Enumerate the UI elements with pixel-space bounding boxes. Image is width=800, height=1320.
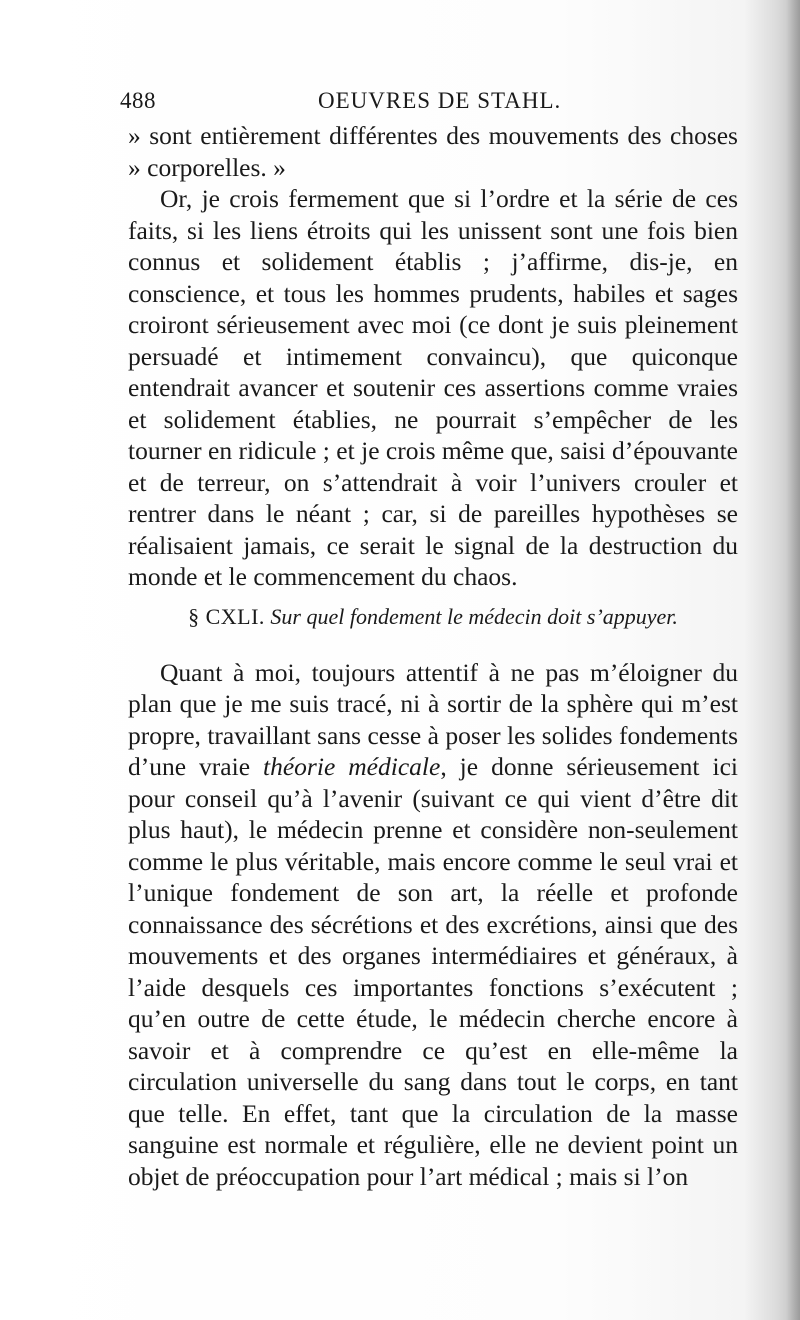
section-title: Sur quel fondement le médecin doit s’appuyer. [270, 603, 678, 629]
section-number: § CXLI. [188, 603, 265, 629]
paragraph-text: , je donne sérieusement ici pour conseil qu’à l’avenir (suivant ce qui vient d’être dit plus haut), le médecin prenne et considère non-seulement comme le plus véritable, mais encore comme le seul vrai et l’unique fondement de son art, la réelle et profonde connaissance des sécrétions et des excrétions, ainsi que des mouvements et des organes intermédiaires et généraux, à l’aide desquels ces importantes fonctions s’exécutent ; qu’en outre de cette étude, le médecin cherche encore à savoir et à comprendre ce qu’est en elle-même la circulation universelle du sang dans tout le corps, en tant que telle. En effet, tant que la circulation de la masse sanguine est normale et régulière, elle ne devient point un objet de préoccupation pour l’art médical ; mais si l’on [128, 752, 739, 1191]
emphasized-term: théorie médicale [263, 752, 441, 781]
running-title: OEUVRES DE STAHL. [318, 88, 562, 113]
body-paragraph [128, 657, 738, 1193]
page-edge-shadow [786, 0, 800, 1320]
running-header [120, 88, 738, 120]
body-paragraph: Or, je crois fermement que si l’ordre et la série de ces faits, si les liens étroits qui les unissent sont une fois bien connus et solidement établis ; j’affirme, dis-je, en conscience, et tous les hommes prudents, habiles et sages croiront sérieusement avec moi (ce dont je suis pleinement persuadé et intimement convaincu), que quiconque entendrait avancer et soutenir ces assertions comme vraies et solidement établies, ne pourrait s’empêcher de les tourner en ridicule ; et je crois même que, saisi d’épouvante et de terreur, on s’attendrait à voir l’univers crouler et rentrer dans le néant ; car, si de pareilles hypothèses se réalisaient jamais, ce serait le signal de la destruction du monde et le commencement du chaos. [128, 184, 738, 591]
paragraph-text: Quant à moi, toujours attentif à ne pas m’éloigner du plan que je me suis tracé, ni à sortir de la sphère qui m’est propre, travaillant sans cesse à poser les solides fondements d’une vraie [128, 657, 738, 781]
text-block [120, 88, 739, 1192]
page-number: 488 [120, 88, 156, 113]
section-heading [128, 603, 738, 631]
quote-continuation-paragraph: » sont entièrement différentes des mouvements des choses » corporelles. » [128, 121, 738, 182]
